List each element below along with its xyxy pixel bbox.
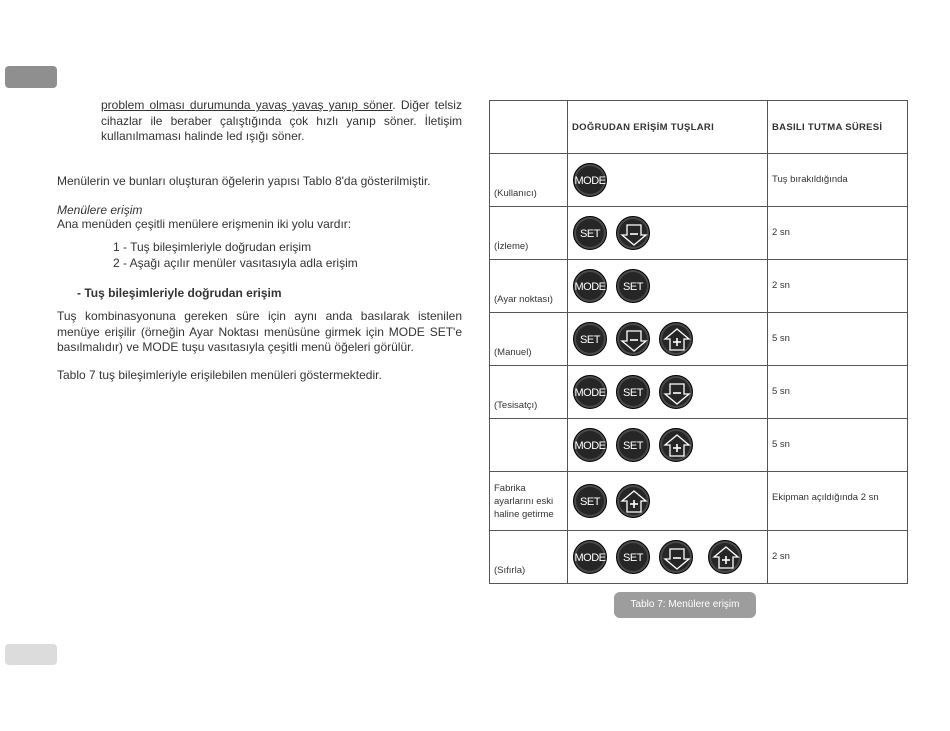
keys-cell — [568, 207, 768, 260]
menu-access-table — [489, 100, 908, 584]
menu-name-cell: (İzleme) — [490, 207, 568, 260]
duration-cell: 2 sn — [768, 531, 908, 584]
access-method-list — [113, 240, 358, 272]
arrow-down-minus-icon — [659, 540, 693, 574]
arrow-down-minus-icon — [659, 375, 693, 409]
button-label: SET — [580, 228, 600, 240]
key-combination-paragraph: Tuş kombinasyonuna gereken süre için aynı anda basılarak istenilen menüye erişilir (örneğin Ayar Noktası menüsüne girmek için MODE SET'e basılmalıdır) ve MODE tuşu vasıtasıyla çeşitli menü öğeleri görülür. — [57, 309, 462, 355]
button-label: SET — [623, 440, 643, 452]
keys-cell — [568, 531, 768, 584]
table-row — [490, 260, 908, 313]
duration-cell: 2 sn — [768, 207, 908, 260]
list-item: 1 - Tuş bileşimleriyle doğrudan erişim — [113, 240, 312, 254]
mode-button-icon — [573, 540, 607, 574]
arrow-up-plus-icon — [659, 322, 693, 356]
page-tab-marker — [5, 66, 57, 88]
arrow-down-minus-icon — [616, 216, 650, 250]
menu-name-cell: (Kullanıcı) — [490, 154, 568, 207]
duration-cell: Tuş bırakıldığında — [768, 154, 908, 207]
keys-cell — [568, 154, 768, 207]
table-row — [490, 366, 908, 419]
table-row — [490, 531, 908, 584]
set-button-icon — [616, 540, 650, 574]
table-reference-paragraph: Tablo 7 tuş bileşimleriyle erişilebilen menüleri göstermektedir. — [57, 368, 382, 382]
duration-cell: 5 sn — [768, 419, 908, 472]
table-row — [490, 313, 908, 366]
mode-button-icon — [573, 163, 607, 197]
list-item: 2 - Aşağı açılır menüler vasıtasıyla adla erişim — [113, 256, 358, 270]
page-number-tab — [5, 644, 57, 665]
arrow-down-minus-icon — [616, 322, 650, 356]
button-label: MODE — [574, 281, 606, 293]
keys-cell — [568, 260, 768, 313]
keys-cell — [568, 366, 768, 419]
arrow-up-plus-icon — [616, 484, 650, 518]
duration-cell: 5 sn — [768, 366, 908, 419]
set-button-icon — [573, 484, 607, 518]
set-button-icon — [616, 375, 650, 409]
button-label: MODE — [574, 440, 606, 452]
table-row — [490, 154, 908, 207]
menu-name-cell: (Manuel) — [490, 313, 568, 366]
arrow-up-plus-icon — [659, 428, 693, 462]
arrow-up-plus-icon — [708, 540, 742, 574]
header-cell — [490, 101, 568, 154]
duration-cell: 2 sn — [768, 260, 908, 313]
intro-underlined-text: problem olması durumunda yavaş yavaş yanıp söner — [101, 98, 393, 112]
keys-cell — [568, 419, 768, 472]
menu-name-cell: (Sıfırla) — [490, 531, 568, 584]
section-heading: - Tuş bileşimleriyle doğrudan erişim — [77, 286, 282, 300]
menu-name-cell — [490, 419, 568, 472]
mode-button-icon — [573, 428, 607, 462]
table-header-row — [490, 101, 908, 154]
button-label: MODE — [574, 552, 606, 564]
set-button-icon — [573, 216, 607, 250]
set-button-icon — [616, 269, 650, 303]
table-row — [490, 419, 908, 472]
duration-cell: 5 sn — [768, 313, 908, 366]
header-cell-duration: BASILI TUTMA SÜRESİ — [768, 101, 908, 154]
table-row — [490, 207, 908, 260]
table-row — [490, 472, 908, 531]
button-label: SET — [580, 334, 600, 346]
keys-cell — [568, 472, 768, 531]
set-button-icon — [573, 322, 607, 356]
menu-structure-paragraph: Menülerin ve bunları oluşturan öğelerin yapısı Tablo 8'da gösterilmiştir. — [57, 174, 431, 188]
menu-name-cell: Fabrika ayarlarını eski haline getirme — [490, 472, 568, 531]
intro-rest-text: . Diğer telsiz cihazlar ile beraber çalıştığında çok hızlı yanıp söner. İletişim kullanılmaması halinde led ışığı söner. — [101, 98, 462, 144]
button-label: SET — [580, 496, 600, 508]
menu-name-cell: (Ayar noktası) — [490, 260, 568, 313]
intro-paragraph — [101, 98, 462, 145]
menu-name-cell: (Tesisatçı) — [490, 366, 568, 419]
button-label: MODE — [574, 175, 606, 187]
mode-button-icon — [573, 375, 607, 409]
header-cell-keys: DOĞRUDAN ERİŞİM TUŞLARI — [568, 101, 768, 154]
menu-access-title: Menülere erişim — [57, 203, 143, 217]
set-button-icon — [616, 428, 650, 462]
button-label: SET — [623, 387, 643, 399]
button-label: SET — [623, 281, 643, 293]
button-label: MODE — [574, 387, 606, 399]
menu-access-text: Ana menüden çeşitli menülere erişmenin iki yolu vardır: — [57, 217, 352, 231]
button-label: SET — [623, 552, 643, 564]
mode-button-icon — [573, 269, 607, 303]
duration-cell: Ekipman açıldığında 2 sn — [768, 472, 908, 531]
table-caption: Tablo 7: Menülere erişim — [614, 592, 756, 618]
keys-cell — [568, 313, 768, 366]
